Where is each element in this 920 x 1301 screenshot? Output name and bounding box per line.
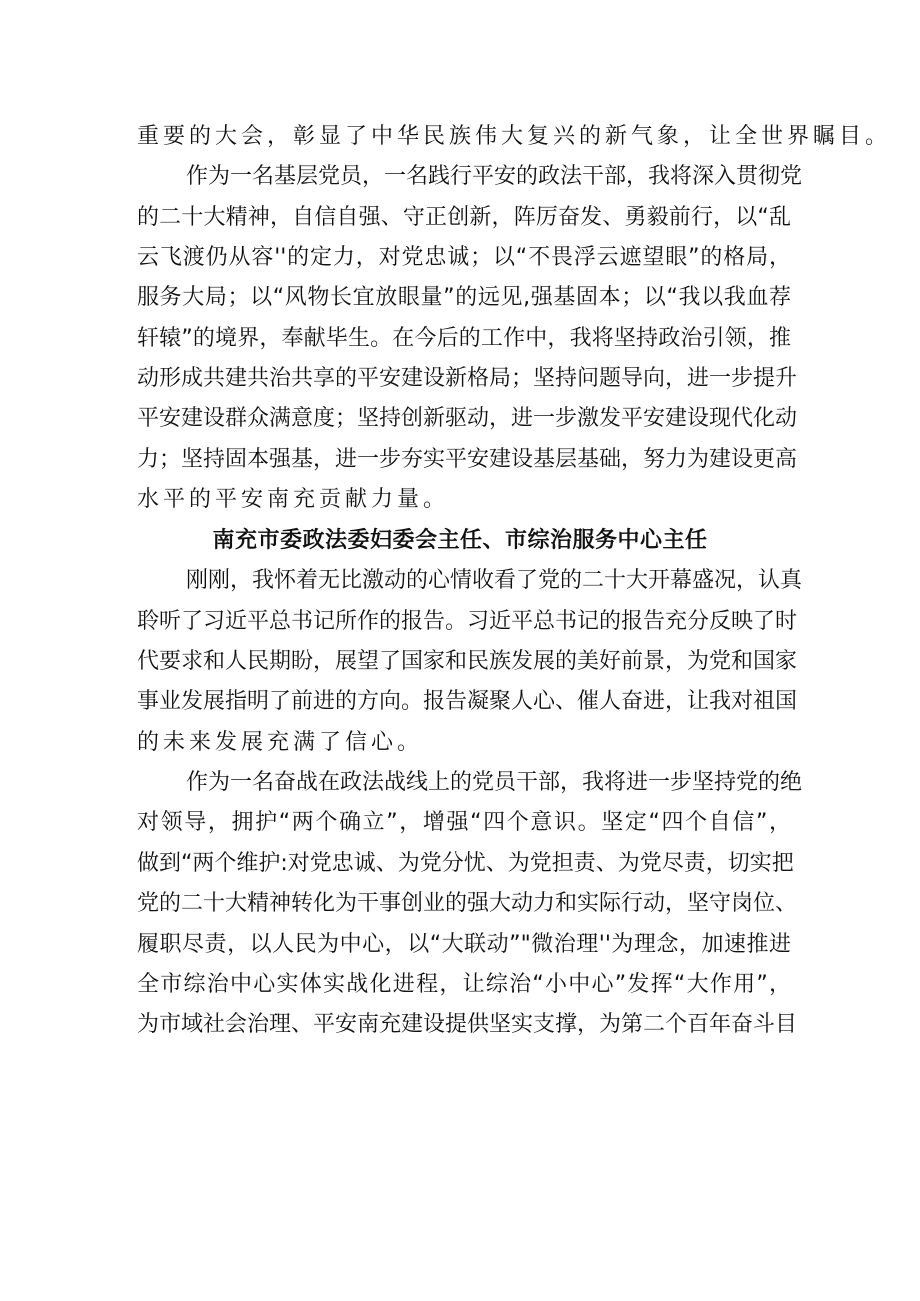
- paragraph-line: 服务大局；以“风物长宜放眼量”的远见,强基固本；以“我以我血荐: [137, 285, 791, 310]
- paragraph-line: 的二十大精神，自信自强、守正创新，阵厉奋发、勇毅前行，以“乱: [137, 205, 791, 230]
- section-heading: 南充市委政法委妇委会主任、市综治服务中心主任: [212, 528, 708, 553]
- paragraph-line: 为市域社会治理、平安南充建设提供坚实支撑，为第二个百年奋斗目: [137, 1012, 798, 1037]
- paragraph-line: 重要的大会，彰显了中华民族伟大复兴的新气象，让全世界瞩目。: [137, 124, 892, 149]
- paragraph-line: 党的二十大精神转化为干事创业的强大动力和实际行动，坚守岗位、: [137, 891, 798, 916]
- paragraph-line: 力；坚持固本强基，进一步夯实平安建设基层基础，努力为建设更高: [137, 447, 798, 472]
- paragraph-line: 轩辕”的境界，奉献毕生。在今后的工作中，我将坚持政治引领，推: [137, 326, 791, 351]
- paragraph-line: 的未来发展充满了信心。: [137, 730, 424, 755]
- paragraph-line: 代要求和人民期盼，展望了国家和民族发展的美好前景，为党和国家: [137, 649, 798, 674]
- paragraph-line: 聆听了习近平总书记所作的报告。习近平总书记的报告充分反映了时: [137, 609, 798, 634]
- paragraph-line: 水平的平安南充贡献力量。: [137, 487, 450, 512]
- paragraph-line: 云飞渡仍从容''的定力，对党忠诚；以“不畏浮云遮望眼”的格局，: [137, 245, 791, 270]
- paragraph-line: 事业发展指明了前进的方向。报告凝聚人心、催人奋进，让我对祖国: [137, 689, 798, 714]
- paragraph-line: 作为一名奋战在政法战线上的党员干部，我将进一步坚持党的绝: [186, 770, 803, 795]
- paragraph-line: 动形成共建共治共享的平安建设新格局；坚持问题导向，进一步提升: [137, 366, 798, 391]
- paragraph-line: 平安建设群众满意度；坚持创新驱动，进一步激发平安建设现代化动: [137, 406, 798, 431]
- paragraph-line: 做到“两个维护:对党忠诚、为党分忧、为党担责、为党尽责，切实把: [137, 851, 794, 876]
- paragraph-line: 对领导，拥护“两个确立”，增强“四个意识。坚定“四个自信”，: [137, 810, 791, 835]
- paragraph-line: 履职尽责，以人民为中心，以“大联动”"微治理''为理念，加速推进: [137, 932, 791, 957]
- paragraph-line: 刚刚，我怀着无比激动的心情收看了党的二十大开幕盛况，认真: [186, 568, 803, 593]
- paragraph-line: 全市综治中心实体实战化进程，让综治“小中心”发挥“大作用”，: [137, 972, 791, 997]
- paragraph-line: 作为一名基层党员，一名践行平安的政法干部，我将深入贯彻党: [186, 164, 803, 189]
